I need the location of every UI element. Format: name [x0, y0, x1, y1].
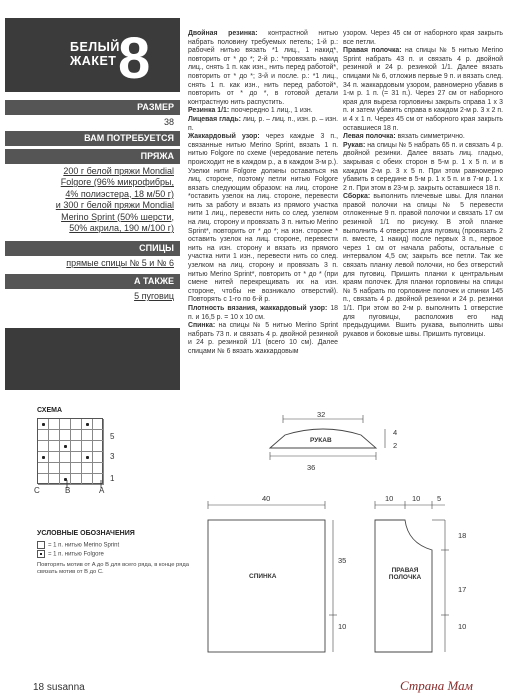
grid-cell — [71, 441, 82, 452]
legend-title: УСЛОВНЫЕ ОБОЗНАЧЕНИЯ — [37, 530, 135, 537]
sleeve-h2-dim: 2 — [393, 441, 398, 450]
grid-cell — [38, 463, 49, 474]
grid-cell — [49, 463, 60, 474]
paragraph: Правая полочка: на спицы № 5 нитью Merino Sprint набрать 43 п. и связать 4 р. двойной резинкой и 24 р. резинкой 1/1. Далее вязать спицами № 6, отложив первые 9 п. и вязать след. 34 п. жаккардовым узором, равномерно убавив в 1-м р. 1 п. (= 31 п.). Через 27 см от наборного края для выреза горловины закрыть справа 1 х 3 п. и затем убавить справа в каждом 2-м р. 3 х 2 п. и 4 х 1 п. Через 45 см от наборного края закрыть оставшиеся 18 п. — [343, 47, 503, 132]
size-heading: РАЗМЕР — [5, 100, 180, 115]
sleeve-top-dim: 32 — [317, 410, 326, 419]
grid-cell — [93, 463, 104, 474]
schema-note: Повторять мотив от A до B для всего ряда, в конце ряда связать мотив от B до C. — [37, 562, 189, 575]
front-h2-dim: 17 — [458, 585, 467, 594]
grid-cell — [93, 441, 104, 452]
grid-cell — [60, 430, 71, 441]
page-number: 18 — [33, 682, 45, 693]
row-number: 5 — [110, 432, 115, 441]
col-label: C — [34, 486, 40, 495]
front-h1-dim: 18 — [458, 531, 467, 540]
grid-cell — [93, 452, 104, 463]
sidebar — [5, 100, 180, 305]
front-w2-dim: 10 — [412, 494, 421, 503]
title-number: 8 — [118, 26, 151, 91]
motif-arrows — [37, 480, 107, 490]
paragraph: Сборка: выполнить плечевые швы. Для планки правой полочки на спицы № 5 перевести отложенные 9 п. правой полочки и связать 17 см резинкой 1/1 по рисунку. В этой планке выполнить 4 отверстия для пуговиц (провязать 2 п. вместе, 1 накид) после первых 3 п., первое через 1 см от начала работы, остальные с интервалом 4,5 см; закрыть все петли. Так же связать планку левой полочки, но без отверстий для пуговиц. Пришить планки к центральным краям полочек. Для планки горловины на спицы № 5 набрать по горловине полочек и спинки 145 п., связать 4 р. двойной резинки и 24 р. резинки 1/1. При этом во 2-м р. выполнить 1 отверстие для пуговицы, расположив его над предыдущими. Вшить рукава, выполнить швы рукавов и боковые швы. Пришить пуговицы. — [343, 193, 503, 338]
grid-cell — [93, 430, 104, 441]
paragraph: Левая полочка: вязать симметрично. — [343, 133, 465, 141]
dot-square-icon — [37, 550, 45, 558]
grid-cell — [82, 441, 93, 452]
row-number: 3 — [110, 452, 115, 461]
yarn-line: 4% полиэстера, 18 м/50 г) — [65, 188, 174, 199]
back-width-dim: 40 — [262, 494, 271, 503]
grid-cell — [71, 452, 82, 463]
need-heading: ВАМ ПОТРЕБУЕТСЯ — [5, 131, 180, 146]
col-label: B — [65, 486, 71, 495]
grid-cell — [82, 463, 93, 474]
yarn-text — [5, 164, 180, 237]
grid-cell — [49, 430, 60, 441]
watermark: Страна Мам — [400, 678, 473, 693]
paragraph: Плотность вязания, жаккардовый узор: 18 п. и 16,5 р. = 10 х 10 см. — [188, 305, 338, 321]
needles-value: прямые спицы № 5 и № 6 — [66, 257, 174, 268]
front-label: ПРАВАЯ ПОЛОЧКА — [388, 567, 422, 581]
yarn-line: 200 г белой пряжи Mondial — [63, 165, 174, 176]
grid-cell — [71, 463, 82, 474]
also-value: 5 пуговиц — [134, 291, 174, 301]
grid-cell — [60, 452, 71, 463]
instructions-column-1 — [188, 30, 338, 357]
grid-cell — [49, 441, 60, 452]
grid-cell — [60, 463, 71, 474]
folgore-stitch-dot — [42, 423, 45, 426]
brand-name: susanna — [46, 682, 85, 693]
front-h3-dim: 10 — [458, 622, 467, 631]
grid-cell — [60, 419, 71, 430]
back-label: СПИНКА — [249, 573, 277, 580]
legend-item-folgore: = 1 п. нитью Folgore — [37, 550, 104, 558]
grid-cell — [82, 430, 93, 441]
paragraph: Резинка 1/1: поочередно 1 лиц., 1 изн. — [188, 107, 313, 115]
empty-square-icon — [37, 541, 45, 549]
paragraph: Жаккардовый узор: через каждые 3 п., связанные нитью Merino Sprint, вязать 1 п. нитью Folgore по схеме (чередование петель происходит не в каждом р., а в каждом 3-м р.). Узелки нити Folgore должны оставаться на лиц. стороне, поэтому петли нитью Folgore вязать следующим образом: на лиц. стороне *оставить узелок на лиц. стороне, перевести нить за работу и вязать из прямого участка нити 1 лиц., перевести нить со след. узелком на лиц. сторону и провязать 3 п. нитью Merino Sprint*, повторить от * до *; на изн. стороне * оставить узелок на лиц. стороне, перевести нить на изн. сторону и вязать из прямого участка нити 1 изн., перевести нить со след. узелком на лиц. сторону и провязать 3 п. нитью Merino Sprint*, повторить от * до * (при смене нитей перекрещивать их на изн. стороне, чтобы не возникало отверстий). Повторять с 1-го по 6-й р. — [188, 133, 338, 304]
paragraph: Рукав: на спицы № 5 набрать 65 п. и связать 4 р. двойной резинки. Далее вязать лиц. гладью, закрывая с обеих сторон в 5-м р. 1 х 5 п. и в каждом 2-м р. 3 х 5 п. При этом равномерно убавить в середине в 5-м р. 1 х 5 п. и в 7-м р. 1 х 2 п. При этом в 23-м р. закрыть оставшиеся 18 п. — [343, 141, 503, 192]
grid-cell — [71, 430, 82, 441]
folgore-stitch-dot — [64, 445, 67, 448]
paragraph: Спинка: на спицы № 5 нитью Merino Sprint набрать 73 п. и связать 4 р. двойной резинкой и 24 р. резинкой 1/1 (всего 10 см). Далее спицами № 6 вязать жаккардовым — [188, 322, 338, 355]
title-line2: ЖАКЕТ — [70, 54, 117, 68]
instructions-column-2 — [343, 30, 503, 339]
needles-heading: СПИЦЫ — [5, 241, 180, 256]
paragraph: Лицевая гладь: лиц. р. – лиц. п., изн. р. – изн. п. — [188, 115, 338, 132]
grid-cell — [38, 441, 49, 452]
sleeve-bottom-dim: 36 — [307, 463, 316, 472]
yarn-line: Merino Sprint (50% шерсти, — [61, 211, 174, 222]
grid-cell — [38, 430, 49, 441]
yarn-line: Folgore (96% микрофибры, — [60, 177, 174, 187]
back-h1-dim: 35 — [338, 556, 347, 565]
sleeve-label: РУКАВ — [310, 437, 332, 444]
legend-item-merino: = 1 п. нитью Merino Sprint — [37, 541, 119, 549]
decorative-dark-block — [5, 328, 180, 390]
also-heading: А ТАКЖЕ — [5, 274, 180, 289]
front-w3-dim: 5 — [437, 494, 442, 503]
paragraph: Двойная резинка: контрастной нитью набрать половину требуемых петель; 1-й р.: рабочей нитью вязать *1 лиц., 1 накид*, повторить от * до *; 2-й р.: *провязать накид лиц., снять 1 п. как изн., нить перед работой*, повторить от * до *; 3-й и после. р.: *1 лиц., снять 1 п. как изн., нить перед работой*, повторить от * до *, в готовой детали контрастную нить распустить. — [188, 30, 338, 106]
folgore-stitch-dot — [86, 456, 89, 459]
sleeve-h1-dim: 4 — [393, 428, 398, 437]
back-h2-dim: 10 — [338, 622, 347, 631]
yarn-heading: ПРЯЖА — [5, 149, 180, 164]
size-value: 38 — [163, 117, 174, 127]
yarn-line: и 300 г белой пряжи Mondial — [55, 200, 174, 210]
paragraph: узором. Через 45 см от наборного края закрыть все петли. — [343, 30, 503, 46]
folgore-stitch-dot — [86, 423, 89, 426]
front-w1-dim: 10 — [385, 494, 394, 503]
yarn-line: 50% акрила, 190 м/100 г) — [69, 223, 174, 233]
col-label: A — [99, 486, 105, 495]
folgore-stitch-dot — [42, 456, 45, 459]
page-footer — [33, 682, 85, 693]
grid-cell — [49, 419, 60, 430]
title-line1: БЕЛЫЙ — [70, 40, 120, 54]
schema-title: СХЕМА — [37, 407, 63, 414]
grid-cell — [71, 419, 82, 430]
schema-grid — [37, 418, 103, 484]
row-number: 1 — [110, 474, 115, 483]
grid-cell — [49, 452, 60, 463]
pattern-diagrams — [200, 405, 510, 675]
grid-cell — [93, 419, 104, 430]
